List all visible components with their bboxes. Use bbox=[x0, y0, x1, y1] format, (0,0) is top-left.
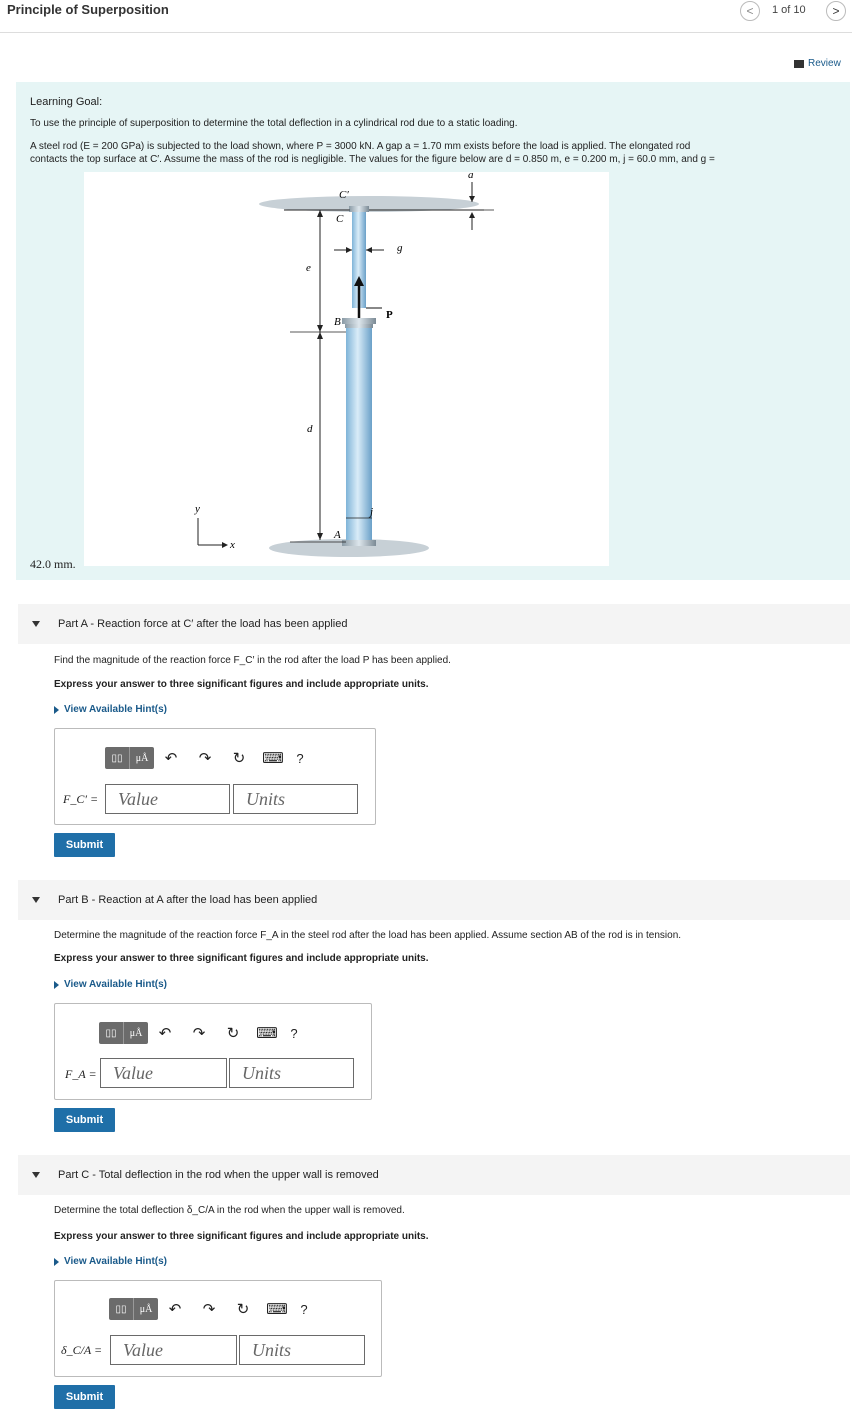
help-icon[interactable]: ? bbox=[290, 1025, 298, 1041]
label-a: a bbox=[468, 172, 474, 181]
templates-button[interactable]: ▯▯ bbox=[105, 747, 130, 769]
part-b-value-input[interactable]: Value bbox=[100, 1058, 227, 1088]
part-a-toolbar bbox=[105, 747, 310, 769]
part-c-submit-button[interactable]: Submit bbox=[54, 1385, 115, 1409]
part-a-answer-box bbox=[54, 728, 376, 825]
collapse-triangle-icon bbox=[32, 897, 40, 903]
label-b: B bbox=[334, 316, 341, 328]
part-a-variable-label: F_C′ = bbox=[63, 792, 99, 806]
learning-goal-heading: Learning Goal: bbox=[30, 96, 103, 108]
part-b-submit-button[interactable]: Submit bbox=[54, 1108, 115, 1132]
expand-triangle-icon bbox=[54, 1258, 59, 1266]
rod-figure bbox=[84, 172, 609, 566]
label-x: x bbox=[230, 539, 235, 551]
units-button[interactable]: μÅ bbox=[134, 1298, 158, 1320]
expand-triangle-icon bbox=[54, 981, 59, 989]
part-b-variable-label: F_A = bbox=[65, 1067, 97, 1081]
g-value: 42.0 mm. bbox=[30, 557, 76, 571]
previous-item-button[interactable]: < bbox=[740, 1, 760, 21]
part-c-instruction: Express your answer to three significant figures and include appropriate units. bbox=[54, 1231, 429, 1242]
help-icon[interactable]: ? bbox=[296, 750, 304, 766]
reset-icon[interactable]: ↻ bbox=[232, 750, 246, 767]
keyboard-icon[interactable]: ⌨ bbox=[266, 1301, 288, 1318]
lower-rod-segment bbox=[346, 328, 372, 542]
part-c-hint-toggle[interactable] bbox=[54, 1256, 167, 1267]
part-b-units-input[interactable]: Units bbox=[229, 1058, 354, 1088]
redo-icon[interactable]: ↷ bbox=[198, 750, 212, 767]
units-button[interactable]: μÅ bbox=[124, 1022, 148, 1044]
keyboard-icon[interactable]: ⌨ bbox=[256, 1025, 278, 1042]
part-c-question: Determine the total deflection δ_C/A in the rod when the upper wall is removed. bbox=[54, 1205, 405, 1216]
header-divider bbox=[0, 32, 852, 33]
part-a-instruction: Express your answer to three significant figures and include appropriate units. bbox=[54, 679, 429, 690]
keyboard-icon[interactable]: ⌨ bbox=[262, 750, 284, 767]
collapse-triangle-icon bbox=[32, 621, 40, 627]
label-c: C bbox=[336, 213, 344, 225]
part-b-toolbar bbox=[99, 1022, 304, 1044]
undo-icon[interactable]: ↶ bbox=[158, 1025, 172, 1042]
label-c-prime: C′ bbox=[339, 189, 349, 201]
label-a-point: A bbox=[334, 529, 341, 541]
templates-button[interactable]: ▯▯ bbox=[99, 1022, 124, 1044]
next-item-button[interactable]: > bbox=[826, 1, 846, 21]
label-y: y bbox=[195, 503, 200, 515]
item-counter: 1 of 10 bbox=[772, 4, 806, 16]
redo-icon[interactable]: ↷ bbox=[202, 1301, 216, 1318]
part-c-toolbar bbox=[109, 1298, 314, 1320]
reset-icon[interactable]: ↻ bbox=[226, 1025, 240, 1042]
part-c-answer-box bbox=[54, 1280, 382, 1377]
label-p: P bbox=[386, 309, 393, 321]
hint-label: View Available Hint(s) bbox=[64, 1256, 167, 1267]
undo-icon[interactable]: ↶ bbox=[168, 1301, 182, 1318]
collar-b bbox=[342, 318, 376, 324]
book-icon bbox=[794, 60, 804, 68]
hint-label: View Available Hint(s) bbox=[64, 704, 167, 715]
problem-line-1: A steel rod (E = 200 GPa) is subjected to the load shown, where P = 3000 kN. A gap a = 1.70 mm exists before the load is applied. The elongated rod bbox=[30, 141, 691, 152]
part-c-title: Part C - Total deflection in the rod when the upper wall is removed bbox=[58, 1169, 379, 1181]
templates-button[interactable]: ▯▯ bbox=[109, 1298, 134, 1320]
label-d: d bbox=[307, 423, 313, 435]
rod-diagram bbox=[84, 172, 609, 566]
units-button[interactable]: μÅ bbox=[130, 747, 154, 769]
part-a-question: Find the magnitude of the reaction force F_C′ in the rod after the load P has been applied. bbox=[54, 655, 451, 666]
learning-goal-text: To use the principle of superposition to determine the total deflection in a cylindrical rod due to a static loading. bbox=[30, 118, 518, 129]
part-b-instruction: Express your answer to three significant figures and include appropriate units. bbox=[54, 953, 429, 964]
part-a-units-input[interactable]: Units bbox=[233, 784, 358, 814]
redo-icon[interactable]: ↷ bbox=[192, 1025, 206, 1042]
part-b-header[interactable] bbox=[18, 880, 850, 920]
part-a-title: Part A - Reaction force at C′ after the load has been applied bbox=[58, 618, 348, 630]
part-a-header[interactable] bbox=[18, 604, 850, 644]
part-b-question: Determine the magnitude of the reaction force F_A in the steel rod after the load has been applied. Assume section AB of the rod is in tension. bbox=[54, 930, 682, 941]
review-link[interactable] bbox=[794, 58, 841, 69]
part-c-header[interactable] bbox=[18, 1155, 850, 1195]
part-a-value-input[interactable]: Value bbox=[105, 784, 230, 814]
page-title: Principle of Superposition bbox=[7, 2, 169, 17]
part-a-submit-button[interactable]: Submit bbox=[54, 833, 115, 857]
label-e: e bbox=[306, 262, 311, 274]
part-b-hint-toggle[interactable] bbox=[54, 979, 167, 990]
label-j: j bbox=[370, 506, 374, 518]
part-a-hint-toggle[interactable] bbox=[54, 704, 167, 715]
problem-statement bbox=[30, 141, 846, 166]
part-c-units-input[interactable]: Units bbox=[239, 1335, 365, 1365]
part-c-variable-label: δ_C/A = bbox=[61, 1343, 103, 1357]
hint-label: View Available Hint(s) bbox=[64, 979, 167, 990]
undo-icon[interactable]: ↶ bbox=[164, 750, 178, 767]
help-icon[interactable]: ? bbox=[300, 1301, 308, 1317]
expand-triangle-icon bbox=[54, 706, 59, 714]
reset-icon[interactable]: ↻ bbox=[236, 1301, 250, 1318]
label-g: g bbox=[397, 242, 403, 254]
part-b-answer-box bbox=[54, 1003, 372, 1100]
collapse-triangle-icon bbox=[32, 1172, 40, 1178]
part-b-title: Part B - Reaction at A after the load has been applied bbox=[58, 894, 318, 906]
problem-line-2: contacts the top surface at C′. Assume the mass of the rod is negligible. The values for the figure below are d = 0.850 m, e = 0.200 m, j = 60.0 mm, and g = bbox=[30, 153, 715, 165]
review-label: Review bbox=[808, 58, 841, 69]
part-c-value-input[interactable]: Value bbox=[110, 1335, 237, 1365]
